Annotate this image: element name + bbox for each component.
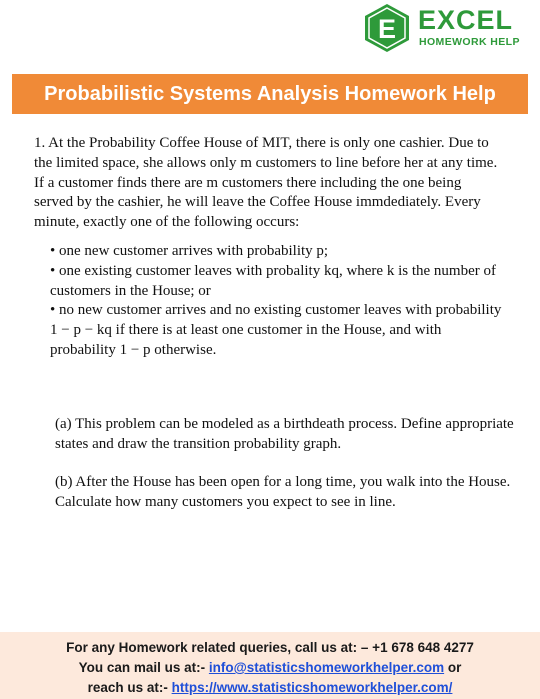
hexagon-logo-icon xyxy=(362,3,412,53)
footer-reach-line xyxy=(0,679,540,697)
title-banner xyxy=(12,74,528,114)
bullet-list xyxy=(34,242,504,361)
email-link[interactable]: info@statisticshomeworkhelper.com xyxy=(208,660,445,675)
footer-mail-line xyxy=(0,659,540,677)
website-link[interactable]: https://www.statisticshomeworkhelper.com/ xyxy=(171,680,453,695)
question-a: (a) This problem can be modeled as a birthdeath process. Define appropriate states and draw the transition probability graph. xyxy=(55,416,514,452)
mail-prefix: You can mail us at:- xyxy=(78,660,209,675)
mail-suffix: or xyxy=(444,660,462,675)
footer-call-text: For any Homework related queries, call us at: – +1 678 648 4277 xyxy=(66,640,474,655)
contact-footer xyxy=(0,632,540,699)
reach-prefix: reach us at:- xyxy=(87,680,172,695)
logo-tagline: HOMEWORK HELP xyxy=(419,36,520,48)
list-item: • one new customer arrives with probability p; xyxy=(50,242,329,259)
problem-intro: 1. At the Probability Coffee House of MIT, there is only one cashier. Due to the limited space, she allows only m customers to line before her at any time. If a customer finds there are m customers there including the one being served by the cashier, he will leave the Coffee House immdediately. Every minute, exactly one of the following occurs: xyxy=(34,135,498,231)
logo-letter: E xyxy=(377,14,397,44)
list-item: • no new customer arrives and no existing customer leaves with probability 1 − p − kq if there is at least one customer in the House, and with probability 1 − p otherwise. xyxy=(50,302,502,358)
page-title: Probabilistic Systems Analysis Homework Help xyxy=(44,82,496,105)
logo-brand-name: EXCEL xyxy=(418,5,514,35)
list-item: • one existing customer leaves with probality kq, where k is the number of customers in the House; or xyxy=(50,262,496,299)
brand-logo xyxy=(362,3,538,55)
problem-body xyxy=(34,134,504,361)
question-b: (b) After the House has been open for a long time, you walk into the House. Calculate how many customers you expect to see in line. xyxy=(55,474,511,510)
